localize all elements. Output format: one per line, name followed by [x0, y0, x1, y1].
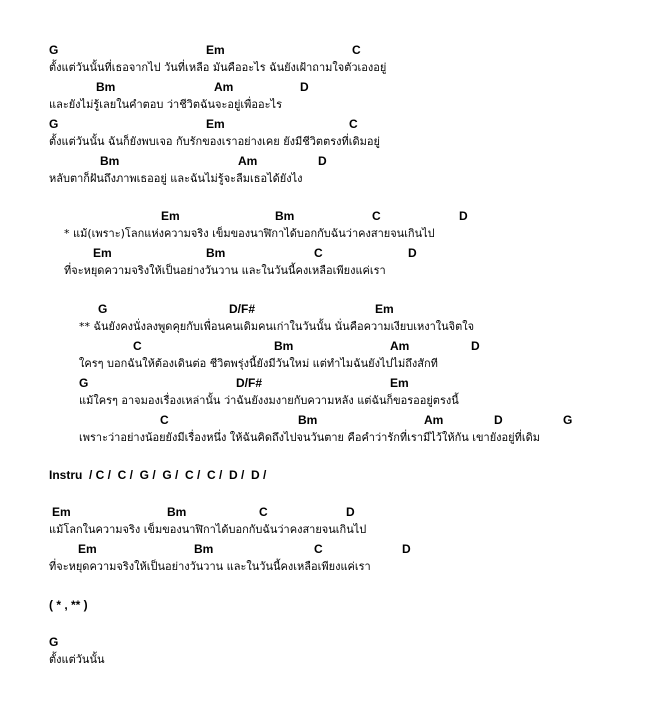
- verse1-lyric-2: และยังไม่รู้เลยในคำตอบ ว่าชีวิตฉันจะอยู่เพื่ออะไร: [49, 98, 282, 111]
- chord: Bm: [274, 339, 294, 353]
- chord: D: [471, 339, 480, 353]
- chord: G: [49, 43, 59, 57]
- bridge-lyric-4: เพราะว่าอย่างน้อยยังมีเรื่องหนึ่ง ให้ฉันคิดถึงไปจนวันตาย คือคำว่ารักที่เรามีไว้ให้กัน เขายังอยู่ที่เดิม: [79, 431, 540, 444]
- chord: C: [314, 246, 323, 260]
- bridge-lyric-1: ** ฉันยังคงนั่งลงพูดคุยกับเพื่อนคนเดิมคนเก่าในวันนั้น นั่นคือความเงียบเหงาในจิตใจ: [79, 320, 475, 333]
- chord: D/F#: [229, 302, 256, 316]
- bridge-chord-row-3: [0, 376, 661, 392]
- chord: Am: [390, 339, 410, 353]
- chord: D: [459, 209, 468, 223]
- bridge-chord-row-1: [0, 302, 661, 318]
- verse1-chord-row-2: [0, 80, 661, 96]
- instrumental-line: Instru / C / C / G / G / C / C / D / D /: [49, 468, 267, 482]
- verse1-lyric-1: ตั้งแต่วันนั้นที่เธอจากไป วันที่เหลือ มันคืออะไร ฉันยังเฝ้าถามใจตัวเองอยู่: [49, 61, 387, 74]
- chord: Em: [52, 505, 71, 519]
- chord: C: [160, 413, 169, 427]
- verse1-chord-row-3: [0, 117, 661, 133]
- chord: C: [259, 505, 268, 519]
- chord: Em: [93, 246, 112, 260]
- chord: D/F#: [236, 376, 263, 390]
- bridge-lyric-3: แม้ใครๆ อาจมองเรื่องเหล่านั้น ว่าฉันยังงมงายกับความหลัง แต่ฉันก็ขอรออยู่ตรงนี้: [79, 394, 459, 407]
- chord: C: [352, 43, 361, 57]
- chord: G: [563, 413, 573, 427]
- chord: Bm: [206, 246, 226, 260]
- chord: Am: [214, 80, 234, 94]
- chord: D: [494, 413, 503, 427]
- verse1-lyric-4: หลับตาก็ฝันถึงภาพเธออยู่ และฉันไม่รู้จะลืมเธอได้ยังไง: [49, 172, 303, 185]
- chord: Em: [390, 376, 409, 390]
- chord: G: [79, 376, 89, 390]
- chord: Em: [161, 209, 180, 223]
- chord: D: [300, 80, 309, 94]
- chorus2-lyric-1: แม้โลกในความจริง เข็มของนาฬิกาได้บอกกับฉันว่าคงสายจนเกินไป: [49, 523, 367, 536]
- verse1-chord-row-4: [0, 154, 661, 170]
- chord: Bm: [275, 209, 295, 223]
- ending-chord-row: [0, 635, 661, 651]
- chorus-lyric-1: * แม้(เพราะ)โลกแห่งความจริง เข็มของนาฬิกาได้บอกกับฉันว่าคงสายจนเกินไป: [64, 227, 435, 240]
- chord: C: [372, 209, 381, 223]
- chord: G: [49, 117, 59, 131]
- chorus-chord-row-2: [0, 246, 661, 262]
- chord: Em: [206, 43, 225, 57]
- chord: Bm: [194, 542, 214, 556]
- bridge-lyric-2: ใครๆ บอกฉันให้ต้องเดินต่อ ชีวิตพรุ่งนี้ยังมีวันใหม่ แต่ทำไมฉันยังไปไม่ถึงสักที: [79, 357, 438, 370]
- chord: D: [402, 542, 411, 556]
- chord: C: [133, 339, 142, 353]
- chord: Bm: [167, 505, 187, 519]
- chord: D: [318, 154, 327, 168]
- chord: Em: [78, 542, 97, 556]
- chorus-chord-row-1: [0, 209, 661, 225]
- ending-lyric: ตั้งแต่วันนั้น: [49, 653, 105, 666]
- chord: Em: [375, 302, 394, 316]
- chord: G: [49, 635, 59, 649]
- chorus2-chord-row-1: [0, 505, 661, 521]
- chord: C: [349, 117, 358, 131]
- chord: Bm: [298, 413, 318, 427]
- bridge-chord-row-4: [0, 413, 661, 429]
- bridge-chord-row-2: [0, 339, 661, 355]
- repeat-marker: ( * , ** ): [49, 598, 88, 612]
- verse1-lyric-3: ตั้งแต่วันนั้น ฉันก็ยังพบเจอ กับรักของเราอย่างเคย ยังมีชีวิตตรงที่เดิมอยู่: [49, 135, 380, 148]
- chord: D: [346, 505, 355, 519]
- chord: Am: [238, 154, 258, 168]
- chorus2-lyric-2: ที่จะหยุดความจริงให้เป็นอย่างวันวาน และในวันนี้คงเหลือเพียงแค่เรา: [49, 560, 371, 573]
- chorus2-chord-row-2: [0, 542, 661, 558]
- chord: Em: [206, 117, 225, 131]
- chord: G: [98, 302, 108, 316]
- chord: Bm: [100, 154, 120, 168]
- chord: C: [314, 542, 323, 556]
- verse1-chord-row-1: [0, 43, 661, 59]
- chord: Bm: [96, 80, 116, 94]
- chord: Am: [424, 413, 444, 427]
- chorus-lyric-2: ที่จะหยุดความจริงให้เป็นอย่างวันวาน และในวันนี้คงเหลือเพียงแค่เรา: [64, 264, 386, 277]
- chord: D: [408, 246, 417, 260]
